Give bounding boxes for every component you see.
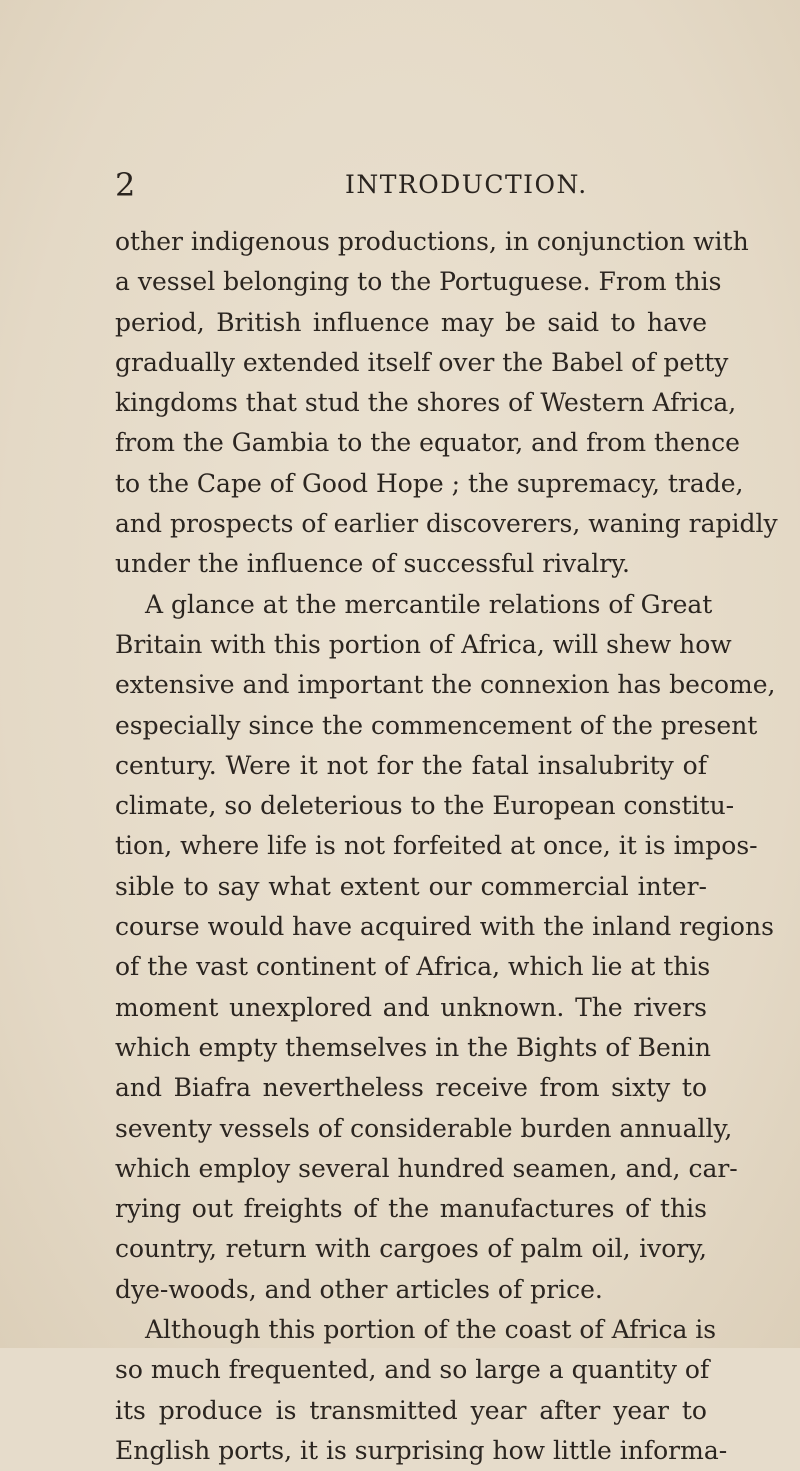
running-title: INTRODUCTION. [345, 170, 588, 199]
text-line: period, British influence may be said to have [115, 307, 707, 337]
text-line: and prospects of earlier discoverers, waning rapidly [115, 509, 778, 539]
text-line: dye-woods, and other articles of price. [115, 1274, 603, 1304]
text-line: gradually extended itself over the Babel of petty [115, 347, 729, 377]
text-line: English ports, it is surprising how little informa- [115, 1435, 728, 1465]
text-line: sible to say what extent our commercial inter- [115, 871, 707, 901]
paragraph-3 [115, 1310, 728, 1471]
page-number: 2 [115, 166, 136, 204]
paragraph-1 [115, 222, 778, 585]
text-line: other indigenous productions, in conjunction with [115, 227, 749, 256]
text-line: moment unexplored and unknown. The rivers [115, 992, 707, 1022]
body-text [115, 222, 778, 1471]
text-line: kingdoms that stud the shores of Western Africa, [115, 388, 737, 418]
text-line: course would have acquired with the inland regions [115, 912, 774, 942]
text-line: and Biafra nevertheless receive from sixty to [115, 1073, 707, 1103]
text-line: century. Were it not for the fatal insalubrity of [115, 750, 707, 780]
text-line: climate, so deleterious to the European constitu- [115, 791, 735, 821]
text-line: so much frequented, and so large a quantity of [115, 1355, 710, 1385]
text-line: A glance at the mercantile relations of Great [145, 589, 713, 619]
text-line: especially since the commencement of the present [115, 710, 758, 740]
text-line: rying out freights of the manufactures of this [115, 1194, 707, 1224]
text-line: Britain with this portion of Africa, will shew how [115, 629, 732, 659]
text-line: a vessel belonging to the Portuguese. From this [115, 267, 722, 297]
text-line: which employ several hundred seamen, and, car- [115, 1153, 738, 1183]
text-line: of the vast continent of Africa, which lie at this [115, 952, 711, 982]
text-line: seventy vessels of considerable burden annually, [115, 1113, 733, 1143]
text-line: extensive and important the connexion has become, [115, 670, 776, 700]
text-line: country, return with cargoes of palm oil, ivory, [115, 1234, 707, 1264]
text-line: under the influence of successful rivalry. [115, 549, 630, 579]
text-line: which empty themselves in the Bights of Benin [115, 1032, 711, 1062]
text-line: Although this portion of the coast of Africa is [145, 1315, 717, 1345]
paragraph-2 [115, 585, 776, 1310]
text-line: to the Cape of Good Hope ; the supremacy, trade, [115, 468, 744, 498]
text-line: from the Gambia to the equator, and from thence [115, 428, 740, 458]
text-line: tion, where life is not forfeited at once, it is impos- [115, 831, 758, 861]
text-line: its produce is transmitted year after year to [115, 1395, 707, 1425]
page-header [115, 165, 705, 205]
